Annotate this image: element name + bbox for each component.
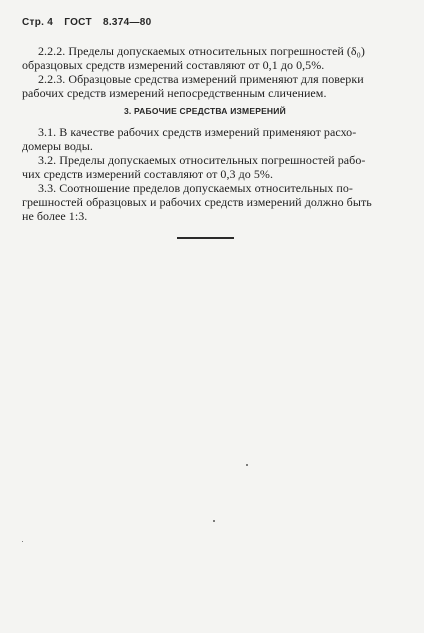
standard-label: ГОСТ <box>64 17 92 28</box>
section-3-heading: 3. РАБОЧИЕ СРЕДСТВА ИЗМЕРЕНИЙ <box>124 106 286 116</box>
scan-speck <box>22 541 23 542</box>
standard-number: 8.374—80 <box>102 17 152 28</box>
para-2-2-2-line-1: 2.2.2. Пределы допускаемых относительных погрешностей (δ₀) <box>38 44 365 58</box>
para-2-2-3-line-2: рабочих средств измерений непосредственным сличением. <box>22 86 327 100</box>
para-3-3-line-3: не более 1:3. <box>22 209 88 223</box>
end-rule <box>177 237 234 239</box>
scan-speck <box>246 464 248 466</box>
para-3-3-line-1: 3.3. Соотношение пределов допускаемых относительных по- <box>38 181 353 195</box>
scan-speck <box>213 520 215 522</box>
page-number: Стр. 4 <box>22 17 54 28</box>
para-3-3-line-2: грешностей образцовых и рабочих средств измерений должно быть <box>22 195 372 209</box>
page-header <box>22 17 160 28</box>
para-2-2-3-line-1: 2.2.3. Образцовые средства измерений применяют для поверки <box>38 72 364 86</box>
para-3-1-line-1: 3.1. В качестве рабочих средств измерений применяют расхо- <box>38 125 357 139</box>
para-3-2-line-1: 3.2. Пределы допускаемых относительных погрешностей рабо- <box>38 153 366 167</box>
para-2-2-2-line-2: образцовых средств измерений составляют от 0,1 до 0,5%. <box>22 58 325 72</box>
para-3-1-line-2: домеры воды. <box>22 139 93 153</box>
para-3-2-line-2: чих средств измерений составляют от 0,3 до 5%. <box>22 167 274 181</box>
